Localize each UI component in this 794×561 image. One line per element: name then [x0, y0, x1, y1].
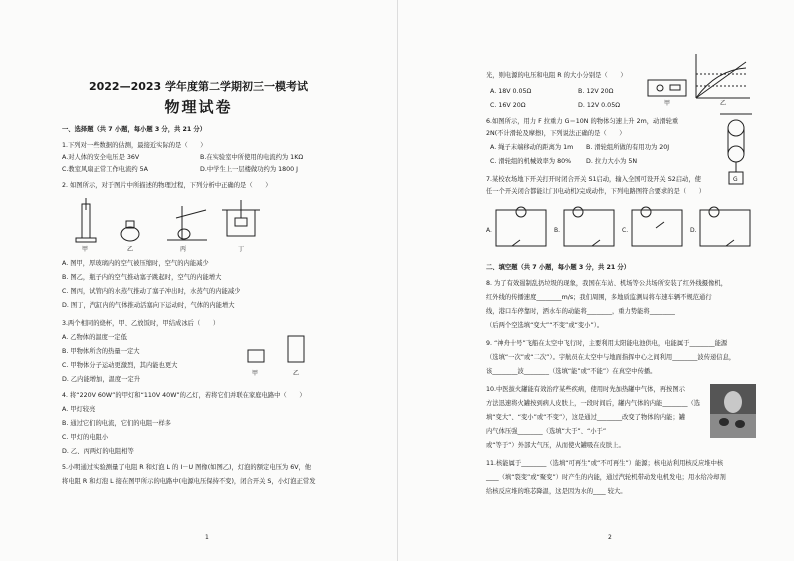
fig-ding: [222, 200, 260, 236]
page-number-left: 1: [205, 534, 209, 541]
q2-opt-a: A. 图甲，厚玻璃内的空气被压缩时，空气的内能减少: [62, 260, 209, 267]
q10-line3: 填“变大”、“变小”或“不变”），这是通过________改变了物体的内能；罐: [486, 414, 686, 421]
fig-label-yi: 乙: [127, 246, 134, 252]
q2-opt-c: C. 图丙，试管内的水蒸气推动了塞子冲出时，水蒸气的内能减少: [62, 288, 241, 295]
q1-opt-a: A.对人体的安全电压是 36V: [62, 154, 140, 161]
q1-opt-d: D.中学生上一层楼做功约为 1800 J: [200, 166, 299, 173]
fig-label-jia: 甲: [82, 246, 89, 252]
q7-circuits: [486, 204, 756, 254]
subject-title: 物理试卷: [164, 98, 233, 116]
page-right: [397, 0, 794, 561]
q5-opt-c: C. 16V 20Ω: [490, 102, 526, 109]
fig-yi: [121, 221, 139, 241]
q10-line5: 或“等于”）外部大气压，从而使火罐吸在皮肤上。: [486, 442, 625, 449]
q3-opt-a: A. 乙物体的温度一定低: [62, 334, 127, 341]
circuit-b: [564, 207, 614, 246]
circuit-label-b: B.: [554, 227, 561, 234]
q4-stem: 4. 将“220V 60W”的甲灯和“110V 40W”的乙灯，若将它们并联在家庭电路中（ ）: [62, 392, 306, 399]
q5-label-yi: 乙: [720, 100, 727, 106]
q2-opt-b: B. 图乙，瓶子内的空气推动塞子跳起时，空气的内能增大: [62, 274, 222, 281]
fig-label-ding: 丁: [238, 246, 245, 252]
q8-line3: 线，港口车停靠时，洒水车的动能将________，重力势能将________: [486, 308, 675, 315]
circuit-c: [632, 207, 682, 246]
q3-opt-c: C. 甲物体分子运动更激烈，其内能也更大: [62, 362, 178, 369]
block-label-yi: 乙: [293, 370, 300, 377]
q2-stem: 2. 如图所示，对于图片中所描述的物理过程，下列分析中正确的是（ ）: [62, 182, 272, 189]
q4-opt-d: D. 乙、丙两灯的电阻相等: [62, 448, 134, 455]
q2-opt-d: D. 图丁，汽缸内的气体推动活塞向下运动时，气体的内能增大: [62, 302, 235, 309]
q10-line4: 内气体压强________（选填“大于”、“小于”: [486, 428, 607, 435]
q10-line2: 方法迅速将火罐按到病人皮肤上，一段时间后，罐内气体的内能________（选: [486, 400, 701, 407]
q4-opt-c: C. 甲灯的电阻小: [62, 434, 109, 441]
q10-line1: 10.中医拔火罐能有效治疗某些疾病，使用时先加热罐中气体，再按图示: [486, 386, 685, 393]
q5-lamp: [657, 85, 663, 91]
q8-line1: 8. 为了有效遏制乱扔垃圾的现象，我国在车站、机场等公共场所安装了红外线摄像机，: [486, 280, 727, 287]
q11-line2: ____（填“裂变”或“聚变”）时产生的内能，通过汽轮机带动发电机发电；用水给冷却剂: [486, 474, 726, 481]
circuit-label-d: D.: [690, 227, 697, 234]
q5-opt-a: A. 18V 0.05Ω: [490, 88, 532, 95]
q11-line3: 给核反应堆的堆芯降温，这是因为水的____ 较大。: [486, 488, 627, 495]
block-label-jia: 甲: [252, 370, 259, 377]
q3-stem: 3.两个相同的烧杯，甲、乙放饭时，甲结成冰后（ ）: [62, 320, 220, 327]
q4-opt-b: B. 通过它们的电流，它们的电阻一样多: [62, 420, 172, 427]
block-jia: [248, 350, 264, 362]
q5-line2: 将电阻 R 和灯泡 L 接在图甲所示的电路中(电源电压保持不变)，闭合开关 S，小灯泡正常发: [62, 478, 316, 485]
weight-label: G: [733, 176, 738, 183]
q1-stem: 1.下列对一些数据的估测，最接近实际的是（ ）: [62, 142, 207, 149]
q1-opt-c: C.教室风扇正常工作电流约 5A: [62, 166, 148, 173]
page-number-right: 2: [608, 534, 612, 541]
q7-line1: 7.某校农场地下开关打开时闭合开关 S1启动，输入全国可设开关 S2启动，使: [486, 176, 701, 183]
q5-resistor: [670, 85, 680, 90]
q6-pulley-figure: [716, 112, 756, 190]
q5-opt-b: B. 12V 20Ω: [578, 88, 614, 95]
q5-cont: 光，则电源的电压和电阻 R 的大小分别是（ ）: [486, 72, 627, 79]
q5-graph: [696, 54, 750, 98]
movable-pulley: [728, 146, 744, 162]
q5-opt-d: D. 12V 0.05Ω: [578, 102, 621, 109]
q3-figures: [240, 332, 320, 378]
q6-opt-d: D. 拉力大小为 5N: [586, 158, 638, 165]
q4-opt-a: A. 甲灯较亮: [62, 406, 96, 413]
q6-opt-b: B. 滑轮组所做的有用功为 20J: [586, 144, 670, 151]
cupping-photo: [710, 384, 756, 438]
q2-figures: [72, 196, 272, 252]
fig-bing: [167, 206, 207, 240]
section-choice: 一、选择题（共 7 小题，每小题 3 分，共 21 分）: [62, 126, 207, 133]
q9-line2: （选填“一次”或“二次”）。宇航员在太空中与地面指挥中心之间利用________波传递信息，: [486, 354, 736, 361]
q1-opt-b: B.在实验室中所使用的电流约为 1KΩ: [200, 154, 304, 161]
circuit-label-a: A.: [486, 227, 492, 234]
q8-line2: 红外线的传播速度________m/s；我们周围，多地质监测局将车速车辆不规范通行: [486, 294, 712, 301]
q5-figures: [646, 50, 756, 106]
exam-title: 2022—2023 学年度第二学期初三一模考试: [88, 80, 309, 93]
fig-label-bing: 丙: [180, 246, 187, 252]
circuit-label-c: C.: [622, 227, 629, 234]
q3-opt-b: B. 甲物体所含的热量一定大: [62, 348, 140, 355]
q7-line2: 任一个开关闭合都能让门(电动机)完成动作，下列电路图符合要求的是（ ）: [486, 188, 706, 195]
q6-line1: 6.如图所示，用力 F 拉重力 G＝10N 的物体匀速上升 2m，动滑轮重: [486, 118, 679, 125]
q8-line4: （后两个空选填“变大”“不变”或“变小”）。: [486, 322, 604, 329]
circuit-d: [700, 207, 750, 246]
q5-line1: 5.小明通过实验测量了电阻 R 和灯泡 L 的 I－U 图像(如图乙)，灯泡的额定电压为 6V，他: [62, 464, 312, 471]
block-yi: [288, 336, 304, 362]
q5-label-jia: 甲: [664, 100, 671, 106]
q3-opt-d: D. 乙内能增加，温度一定升: [62, 376, 141, 383]
q9-line3: 该________波________（选填“能”或“不能”）在真空中传播。: [486, 368, 657, 375]
q9-line1: 9. “神舟十号”飞船在太空中飞行时，主要利用太阳能电池供电，电能属于________能源: [486, 340, 728, 347]
q6-line2: 2N(不计滑轮及摩擦)，下列说法正确的是（ ）: [486, 130, 626, 137]
fixed-pulley: [728, 120, 744, 136]
fig-jia: [76, 198, 96, 242]
q6-opt-c: C. 滑轮组的机械效率为 80%: [490, 158, 572, 165]
section-fill: 二、填空题（共 7 小题，每小题 3 分，共 21 分）: [486, 264, 631, 271]
q11-line1: 11.核能属于________（选填“可再生”或“不可再生”）能源；核电站利用核反应堆中核: [486, 460, 724, 467]
q6-opt-a: A. 绳子末端移动的距离为 1m: [490, 144, 574, 151]
circuit-a: [496, 207, 546, 246]
